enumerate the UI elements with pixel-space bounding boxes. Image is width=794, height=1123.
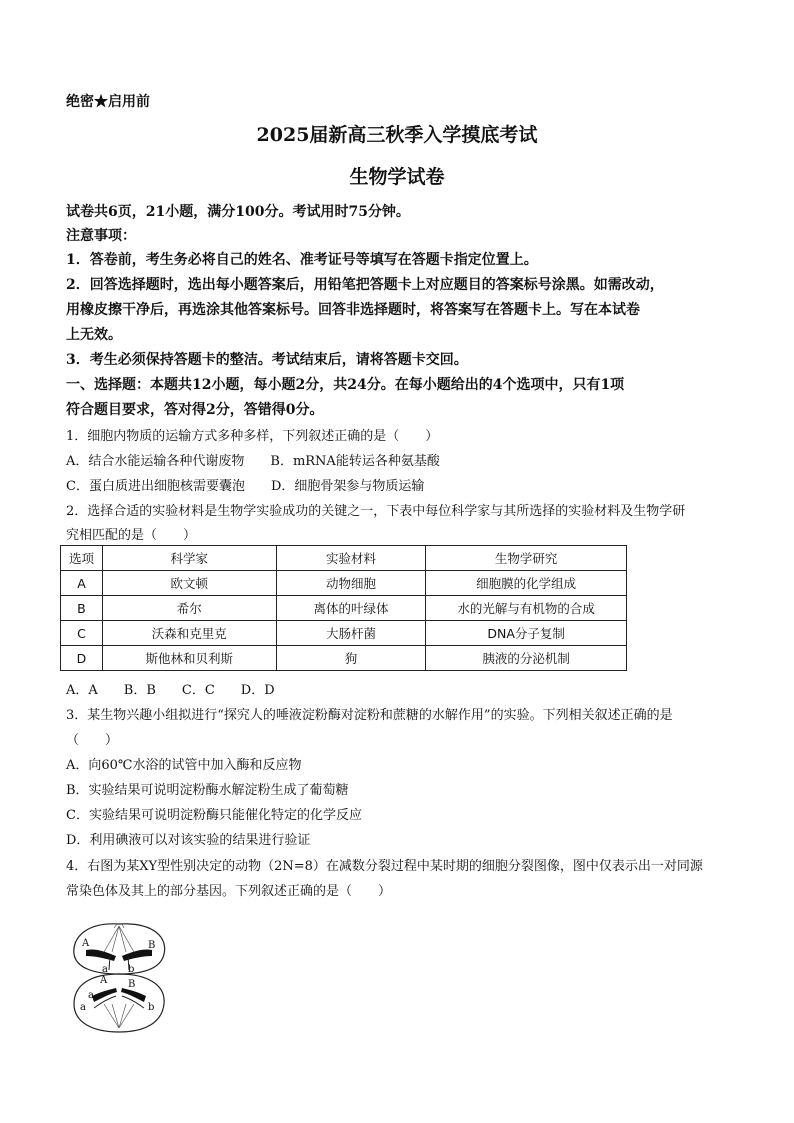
exam-subtitle: 生物学试卷 bbox=[349, 166, 445, 188]
gene-label: b bbox=[148, 1002, 155, 1013]
table-cell: B bbox=[61, 596, 103, 621]
table-cell: 动物细胞 bbox=[276, 571, 426, 596]
confidential-label: 绝密★启用前 bbox=[66, 94, 150, 110]
notice-heading: 注意事项： bbox=[66, 228, 136, 244]
question-4-stem-cont: 常染色体及其上的部分基因。下列叙述正确的是（ ） bbox=[66, 884, 392, 899]
notice-item: 2．回答选择题时，选出每小题答案后，用铅笔把答题卡上对应题目的答案标号涂黑。如需改动， bbox=[66, 277, 664, 293]
chromosome-bottom-right bbox=[121, 988, 146, 1002]
table-row bbox=[61, 646, 627, 671]
table-cell: 沃森和克里克 bbox=[102, 621, 276, 646]
question-4-stem: 4．右图为某XY型性别决定的动物（2N=8）在减数分裂过程中某时期的细胞分裂图像，图中仅表示出一对同源 bbox=[66, 859, 703, 874]
spindle-top bbox=[104, 924, 134, 952]
notice-item: 上无效。 bbox=[66, 327, 122, 343]
chromosome-top-left bbox=[86, 949, 116, 961]
section-heading: 一、选择题：本题共12小题，每小题2分，共24分。在每小题给出的4个选项中，只有1项 bbox=[66, 377, 625, 393]
question-1-options-ab: A．结合水能运输各种代谢废物 B．mRNA能转运各种氨基酸 bbox=[66, 454, 440, 469]
question-3-option-a: A．向60℃水浴的试管中加入酶和反应物 bbox=[66, 758, 302, 773]
table-cell: 大肠杆菌 bbox=[276, 621, 426, 646]
chromosome-bottom-left bbox=[92, 988, 117, 1002]
table-header-cell: 科学家 bbox=[102, 546, 276, 571]
table-row bbox=[61, 621, 627, 646]
table-cell: D bbox=[61, 646, 103, 671]
table-row bbox=[61, 596, 627, 621]
cell-division-diagram bbox=[64, 912, 174, 1040]
table-cell: DNA分子复制 bbox=[426, 621, 627, 646]
notice-item: 用橡皮擦干净后，再选涂其他答案标号。回答非选择题时，将答案写在答题卡上。写在本试卷 bbox=[66, 302, 640, 318]
section-heading-cont: 符合题目要求，答对得2分，答错得0分。 bbox=[66, 402, 324, 418]
question-2-stem: 2．选择合适的实验材料是生物学实验成功的关键之一，下表中每位科学家与其所选择的实验材料及生物学研 bbox=[66, 504, 686, 519]
question-2-table bbox=[60, 545, 627, 671]
question-1-options-cd: C．蛋白质进出细胞核需要囊泡 D．细胞骨架参与物质运输 bbox=[66, 479, 425, 494]
gene-label: A bbox=[100, 975, 108, 986]
table-cell: 胰液的分泌机制 bbox=[426, 646, 627, 671]
table-header-cell: 生物学研究 bbox=[426, 546, 627, 571]
question-3-stem: 3．某生物兴趣小组拟进行“探究人的唾液淀粉酶对淀粉和蔗糖的水解作用”的实验。下列相关叙述正确的是 bbox=[66, 708, 673, 723]
exam-title: 2025届新高三秋季入学摸底考试 bbox=[256, 124, 538, 146]
gene-label: a bbox=[80, 1002, 86, 1013]
chromosome-top-right bbox=[122, 949, 152, 961]
gene-label: A bbox=[82, 938, 90, 949]
question-1-stem: 1．细胞内物质的运输方式多种多样，下列叙述正确的是（ ） bbox=[66, 429, 439, 444]
question-2-stem-cont: 究相匹配的是（ ） bbox=[66, 528, 197, 543]
question-3-stem-cont: （ ） bbox=[66, 733, 119, 748]
question-3-option-b: B．实验结果可说明淀粉酶水解淀粉生成了葡萄糖 bbox=[66, 783, 349, 798]
table-cell: 细胞膜的化学组成 bbox=[426, 571, 627, 596]
table-cell: 斯他林和贝利斯 bbox=[102, 646, 276, 671]
table-header-row bbox=[61, 546, 627, 571]
notice-item: 3．考生必须保持答题卡的整洁。考试结束后，请将答题卡交回。 bbox=[66, 352, 468, 368]
gene-label: b bbox=[128, 964, 135, 975]
table-row bbox=[61, 571, 627, 596]
table-cell: 水的光解与有机物的合成 bbox=[426, 596, 627, 621]
exam-intro: 试卷共6页，21小题，满分100分。考试用时75分钟。 bbox=[66, 204, 410, 220]
gene-label: B bbox=[148, 940, 156, 951]
gene-label: a bbox=[102, 964, 108, 975]
table-header-cell: 选项 bbox=[61, 546, 103, 571]
table-header-cell: 实验材料 bbox=[276, 546, 426, 571]
question-3-option-d: D．利用碘液可以对该实验的结果进行验证 bbox=[66, 833, 311, 848]
spindle-bottom bbox=[104, 1004, 134, 1028]
question-3-option-c: C．实验结果可说明淀粉酶只能催化特定的化学反应 bbox=[66, 808, 362, 823]
notice-item: 1．答卷前，考生务必将自己的姓名、准考证号等填写在答题卡指定位置上。 bbox=[66, 252, 538, 268]
table-cell: 离体的叶绿体 bbox=[276, 596, 426, 621]
table-cell: C bbox=[61, 621, 103, 646]
question-2-answers: A．A B．B C．C D．D bbox=[66, 683, 275, 698]
table-cell: 狗 bbox=[276, 646, 426, 671]
table-cell: 欧文顿 bbox=[102, 571, 276, 596]
gene-label: a bbox=[88, 990, 94, 1001]
gene-label: B bbox=[128, 979, 136, 990]
table-cell: 希尔 bbox=[102, 596, 276, 621]
table-cell: A bbox=[61, 571, 103, 596]
